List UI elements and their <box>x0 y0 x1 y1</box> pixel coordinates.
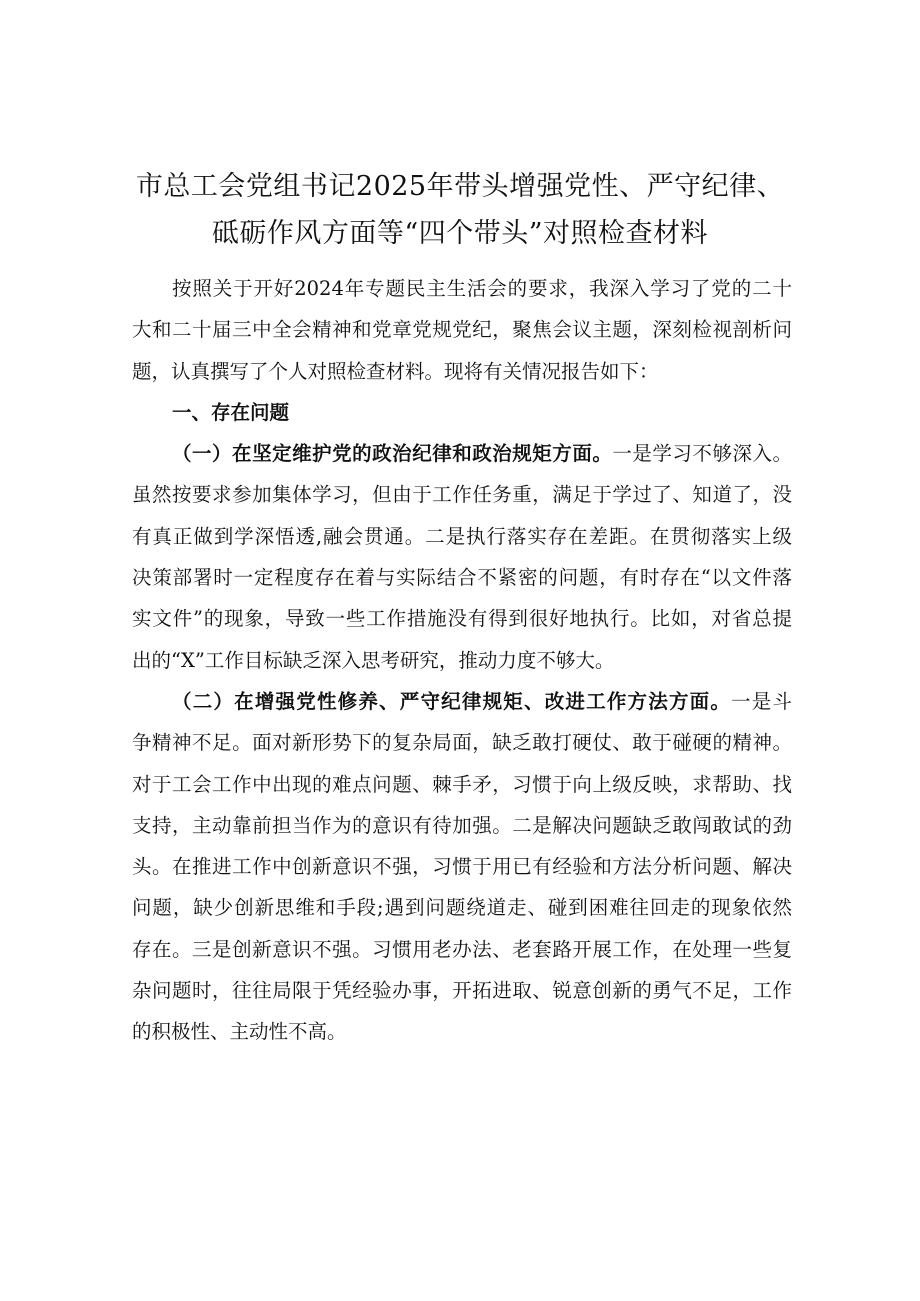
item1-line: 决策部署时一定程度存在着与实际结合不紧密的问题，有时存在“以文件落 <box>132 566 792 590</box>
section-heading: 一、存在问题 <box>172 400 290 424</box>
item2-line: 支持，主动靠前担当作为的意识有待加强。二是解决问题缺乏敢闯敢试的劲 <box>132 813 792 837</box>
item2-line: 杂问题时，往往局限于凭经验办事，开拓进取、锐意创新的勇气不足，工作 <box>132 979 792 1003</box>
item1-line: 实文件”的现象，导致一些工作措施没有得到很好地执行。比如，对省总提 <box>132 607 792 631</box>
item2-line: 问题，缺少创新思维和手段;遇到问题绕道走、碰到困难往回走的现象依然 <box>132 896 792 920</box>
document-title <box>120 163 800 257</box>
intro-line: 大和二十届三中全会精神和党章党规党纪，聚焦会议主题，深刻检视剖析问 <box>132 318 792 342</box>
item2-first-rest: 一是斗 <box>731 689 792 713</box>
item1-first-line <box>132 433 792 474</box>
title-line-1: 市总工会党组书记2025年带头增强党性、严守纪律、 <box>135 171 785 202</box>
intro-line: 按照关于开好2024年专题民主生活会的要求，我深入学习了党的二十 <box>172 277 792 300</box>
title-line-2: 砥砺作风方面等“四个带头”对照检查材料 <box>211 218 709 249</box>
item1-line: 虽然按要求参加集体学习，但由于工作任务重，满足于学过了、知道了，没 <box>132 483 792 507</box>
item2-line: 的积极性、主动性不高。 <box>132 1020 347 1044</box>
item1-line: 出的“X”工作目标缺乏深入思考研究，推动力度不够大。 <box>132 648 615 672</box>
item2-lead: （二）在增强党性修养、严守纪律规矩、改进工作方法方面。 <box>172 689 732 713</box>
document-body <box>132 268 792 1053</box>
item1-line: 有真正做到学深悟透,融会贯通。二是执行落实存在差距。在贯彻落实上级 <box>132 524 792 548</box>
item1-lead: （一）在坚定维护党的政治纪律和政治规矩方面。 <box>172 442 613 466</box>
item2-line: 争精神不足。面对新形势下的复杂局面，缺乏敢打硬仗、敢于碰硬的精神。 <box>132 731 792 755</box>
intro-paragraph <box>132 268 792 392</box>
intro-line: 题，认真撰写了个人对照检查材料。现将有关情况报告如下： <box>132 359 659 383</box>
item2-line: 存在。三是创新意识不强。习惯用老办法、老套路开展工作，在处理一些复 <box>132 937 792 961</box>
item1-first-rest: 一是学习不够深入。 <box>612 442 792 466</box>
item2-first-line <box>132 681 792 722</box>
item2-paragraph <box>132 681 792 1053</box>
section-heading-problems <box>132 392 792 433</box>
item2-line: 对于工会工作中出现的难点问题、棘手矛，习惯于向上级反映，求帮助、找 <box>132 772 792 796</box>
item2-line: 头。在推进工作中创新意识不强，习惯于用已有经验和方法分析问题、解决 <box>132 855 792 879</box>
item1-paragraph <box>132 433 792 681</box>
